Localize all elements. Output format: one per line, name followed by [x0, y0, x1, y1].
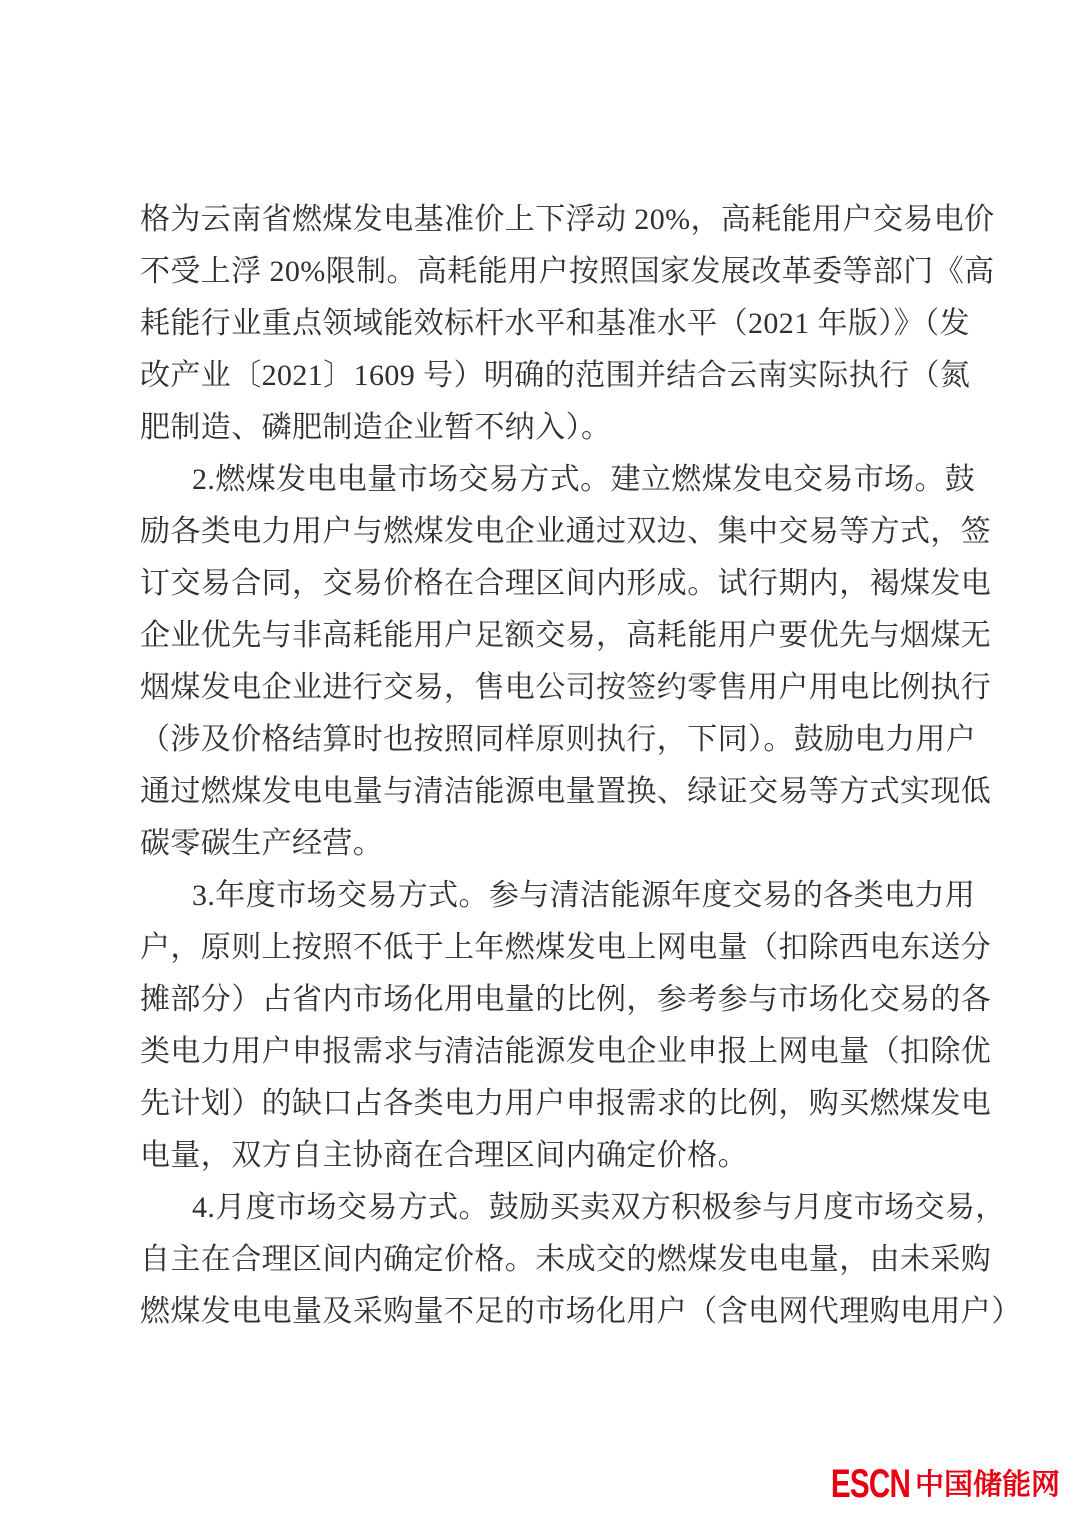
- text-line: 燃煤发电电量及采购量不足的市场化用户（含电网代理购电用户）: [140, 1295, 1022, 1328]
- text-line: 耗能行业重点领域能效标杆水平和基准水平（2021 年版）》（发: [140, 307, 970, 340]
- document-text: [140, 194, 1022, 1338]
- text-line: 通过燃煤发电电量与清洁能源电量置换、绿证交易等方式实现低: [140, 775, 992, 808]
- escn-logo: [803, 1464, 1060, 1504]
- text-line: 格为云南省燃煤发电基准价上下浮动 20%，高耗能用户交易电价: [140, 203, 995, 236]
- text-line: 碳零碳生产经营。: [140, 827, 384, 860]
- text-line: 先计划）的缺口占各类电力用户申报需求的比例，购买燃煤发电: [140, 1087, 992, 1120]
- text-line: （涉及价格结算时也按照同样原则执行，下同）。鼓励电力用户: [140, 723, 977, 756]
- text-line: 4.月度市场交易方式。鼓励买卖双方积极参与月度市场交易，: [192, 1191, 1006, 1224]
- escn-logo-latin-text: ESCN: [830, 1462, 910, 1506]
- text-line: 摊部分）占省内市场化用电量的比例，参考参与市场化交易的各: [140, 983, 992, 1016]
- text-line: 2.燃煤发电电量市场交易方式。建立燃煤发电交易市场。鼓: [192, 463, 976, 496]
- escn-logo-chinese-text: 中国储能网: [914, 1468, 1060, 1501]
- text-line: 励各类电力用户与燃煤发电企业通过双边、集中交易等方式，签: [140, 515, 992, 548]
- text-line: 烟煤发电企业进行交易，售电公司按签约零售用户用电比例执行: [140, 671, 992, 704]
- paragraph-3: [140, 870, 992, 1182]
- text-line: 改产业〔2021〕1609 号）明确的范围并结合云南实际执行（氮: [140, 359, 971, 392]
- paragraph-2: [140, 454, 992, 870]
- text-line: 订交易合同，交易价格在合理区间内形成。试行期内，褐煤发电: [140, 567, 992, 600]
- text-line: 企业优先与非高耗能用户足额交易，高耗能用户要优先与烟煤无: [140, 619, 992, 652]
- text-line: 肥制造、磷肥制造企业暂不纳入）。: [140, 411, 612, 444]
- text-line: 不受上浮 20%限制。高耗能用户按照国家发展改革委等部门《高: [140, 255, 995, 288]
- text-line: 户，原则上按照不低于上年燃煤发电上网电量（扣除西电东送分: [140, 931, 992, 964]
- paragraph-1: [140, 194, 995, 454]
- text-line: 类电力用户申报需求与清洁能源发电企业申报上网电量（扣除优: [140, 1035, 992, 1068]
- paragraph-4: [140, 1182, 1022, 1338]
- text-line: 自主在合理区间内确定价格。未成交的燃煤发电电量，由未采购: [140, 1243, 992, 1276]
- text-line: 电量，双方自主协商在合理区间内确定价格。: [140, 1139, 748, 1172]
- text-line: 3.年度市场交易方式。参与清洁能源年度交易的各类电力用: [192, 879, 976, 912]
